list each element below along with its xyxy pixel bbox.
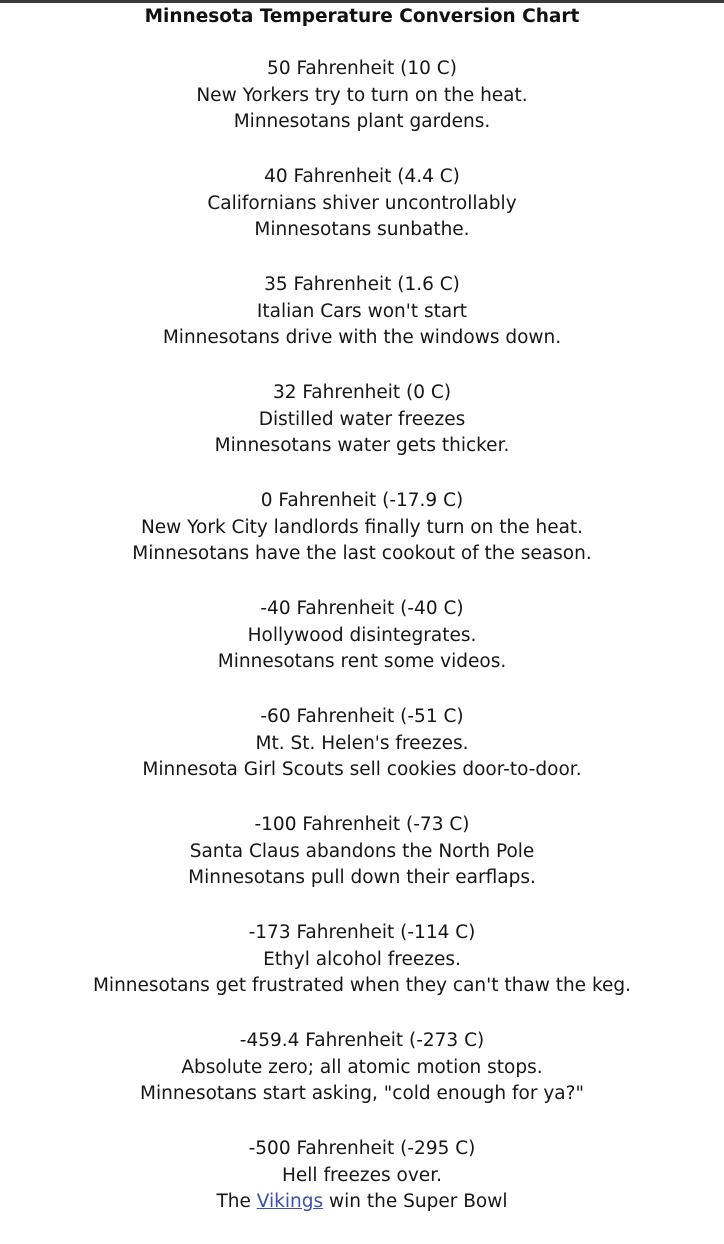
conversion-entry bbox=[0, 380, 724, 488]
conversion-entry bbox=[0, 164, 724, 272]
others-reaction: Californians shiver uncontrollably bbox=[207, 192, 517, 214]
others-reaction: New Yorkers try to turn on the heat. bbox=[196, 84, 528, 106]
minnesotans-reaction: Minnesotans water gets thicker. bbox=[214, 435, 510, 456]
vikings-link[interactable]: Vikings bbox=[256, 1191, 324, 1212]
minnesotans-reaction: Minnesota Girl Scouts sell cookies door-to-door. bbox=[142, 759, 582, 780]
temperature-label: 40 Fahrenheit (4.4 C) bbox=[264, 166, 460, 187]
top-border bbox=[0, 0, 724, 3]
minnesotans-reaction: Minnesotans drive with the windows down. bbox=[162, 327, 562, 348]
others-reaction: New York City landlords finally turn on the heat. bbox=[140, 516, 584, 538]
conversion-entry bbox=[0, 596, 724, 704]
minnesotans-reaction: Minnesotans rent some videos. bbox=[217, 651, 507, 672]
minnesotans-reaction: Minnesotans pull down their earflaps. bbox=[188, 867, 536, 888]
temperature-label: 32 Fahrenheit (0 C) bbox=[272, 382, 452, 403]
minnesotans-reaction: Minnesotans have the last cookout of the season. bbox=[132, 543, 592, 564]
others-reaction: Italian Cars won't start bbox=[256, 300, 468, 322]
conversion-entry bbox=[0, 812, 724, 920]
temperature-label: -60 Fahrenheit (-51 C) bbox=[260, 706, 464, 727]
temperature-label: -40 Fahrenheit (-40 C) bbox=[260, 598, 464, 619]
others-reaction: Hollywood disintegrates. bbox=[247, 624, 477, 646]
temperature-label: -500 Fahrenheit (-295 C) bbox=[248, 1138, 476, 1159]
conversion-entry bbox=[0, 488, 724, 596]
others-reaction: Ethyl alcohol freezes. bbox=[263, 948, 461, 970]
vikings-suffix: win the Super Bowl bbox=[323, 1191, 508, 1212]
conversion-entry bbox=[0, 704, 724, 812]
conversion-entry bbox=[0, 920, 724, 1028]
minnesotans-reaction bbox=[0, 1189, 724, 1216]
minnesotans-reaction: Minnesotans start asking, "cold enough for ya?" bbox=[140, 1083, 584, 1104]
conversion-entry bbox=[0, 1136, 724, 1244]
others-reaction: Distilled water freezes bbox=[258, 408, 466, 430]
temperature-label: -173 Fahrenheit (-114 C) bbox=[248, 922, 476, 943]
conversion-entry bbox=[0, 56, 724, 164]
others-reaction: Absolute zero; all atomic motion stops. bbox=[181, 1056, 543, 1078]
temperature-label: 50 Fahrenheit (10 C) bbox=[267, 58, 457, 79]
others-reaction: Mt. St. Helen's freezes. bbox=[255, 732, 469, 754]
page-title: Minnesota Temperature Conversion Chart bbox=[144, 6, 580, 27]
temperature-label: 35 Fahrenheit (1.6 C) bbox=[264, 274, 460, 295]
temperature-label: 0 Fahrenheit (-17.9 C) bbox=[260, 490, 464, 511]
temperature-label: -100 Fahrenheit (-73 C) bbox=[254, 814, 470, 835]
minnesotans-reaction: Minnesotans get frustrated when they can't thaw the keg. bbox=[92, 975, 632, 996]
minnesotans-reaction: Minnesotans plant gardens. bbox=[233, 111, 491, 132]
minnesotans-reaction: Minnesotans sunbathe. bbox=[254, 219, 470, 240]
others-reaction: Santa Claus abandons the North Pole bbox=[189, 840, 535, 862]
vikings-prefix: The bbox=[216, 1191, 257, 1212]
conversion-list bbox=[0, 56, 724, 1244]
conversion-entry bbox=[0, 272, 724, 380]
others-reaction: Hell freezes over. bbox=[282, 1164, 442, 1186]
conversion-entry bbox=[0, 1028, 724, 1136]
temperature-label: -459.4 Fahrenheit (-273 C) bbox=[239, 1030, 485, 1051]
